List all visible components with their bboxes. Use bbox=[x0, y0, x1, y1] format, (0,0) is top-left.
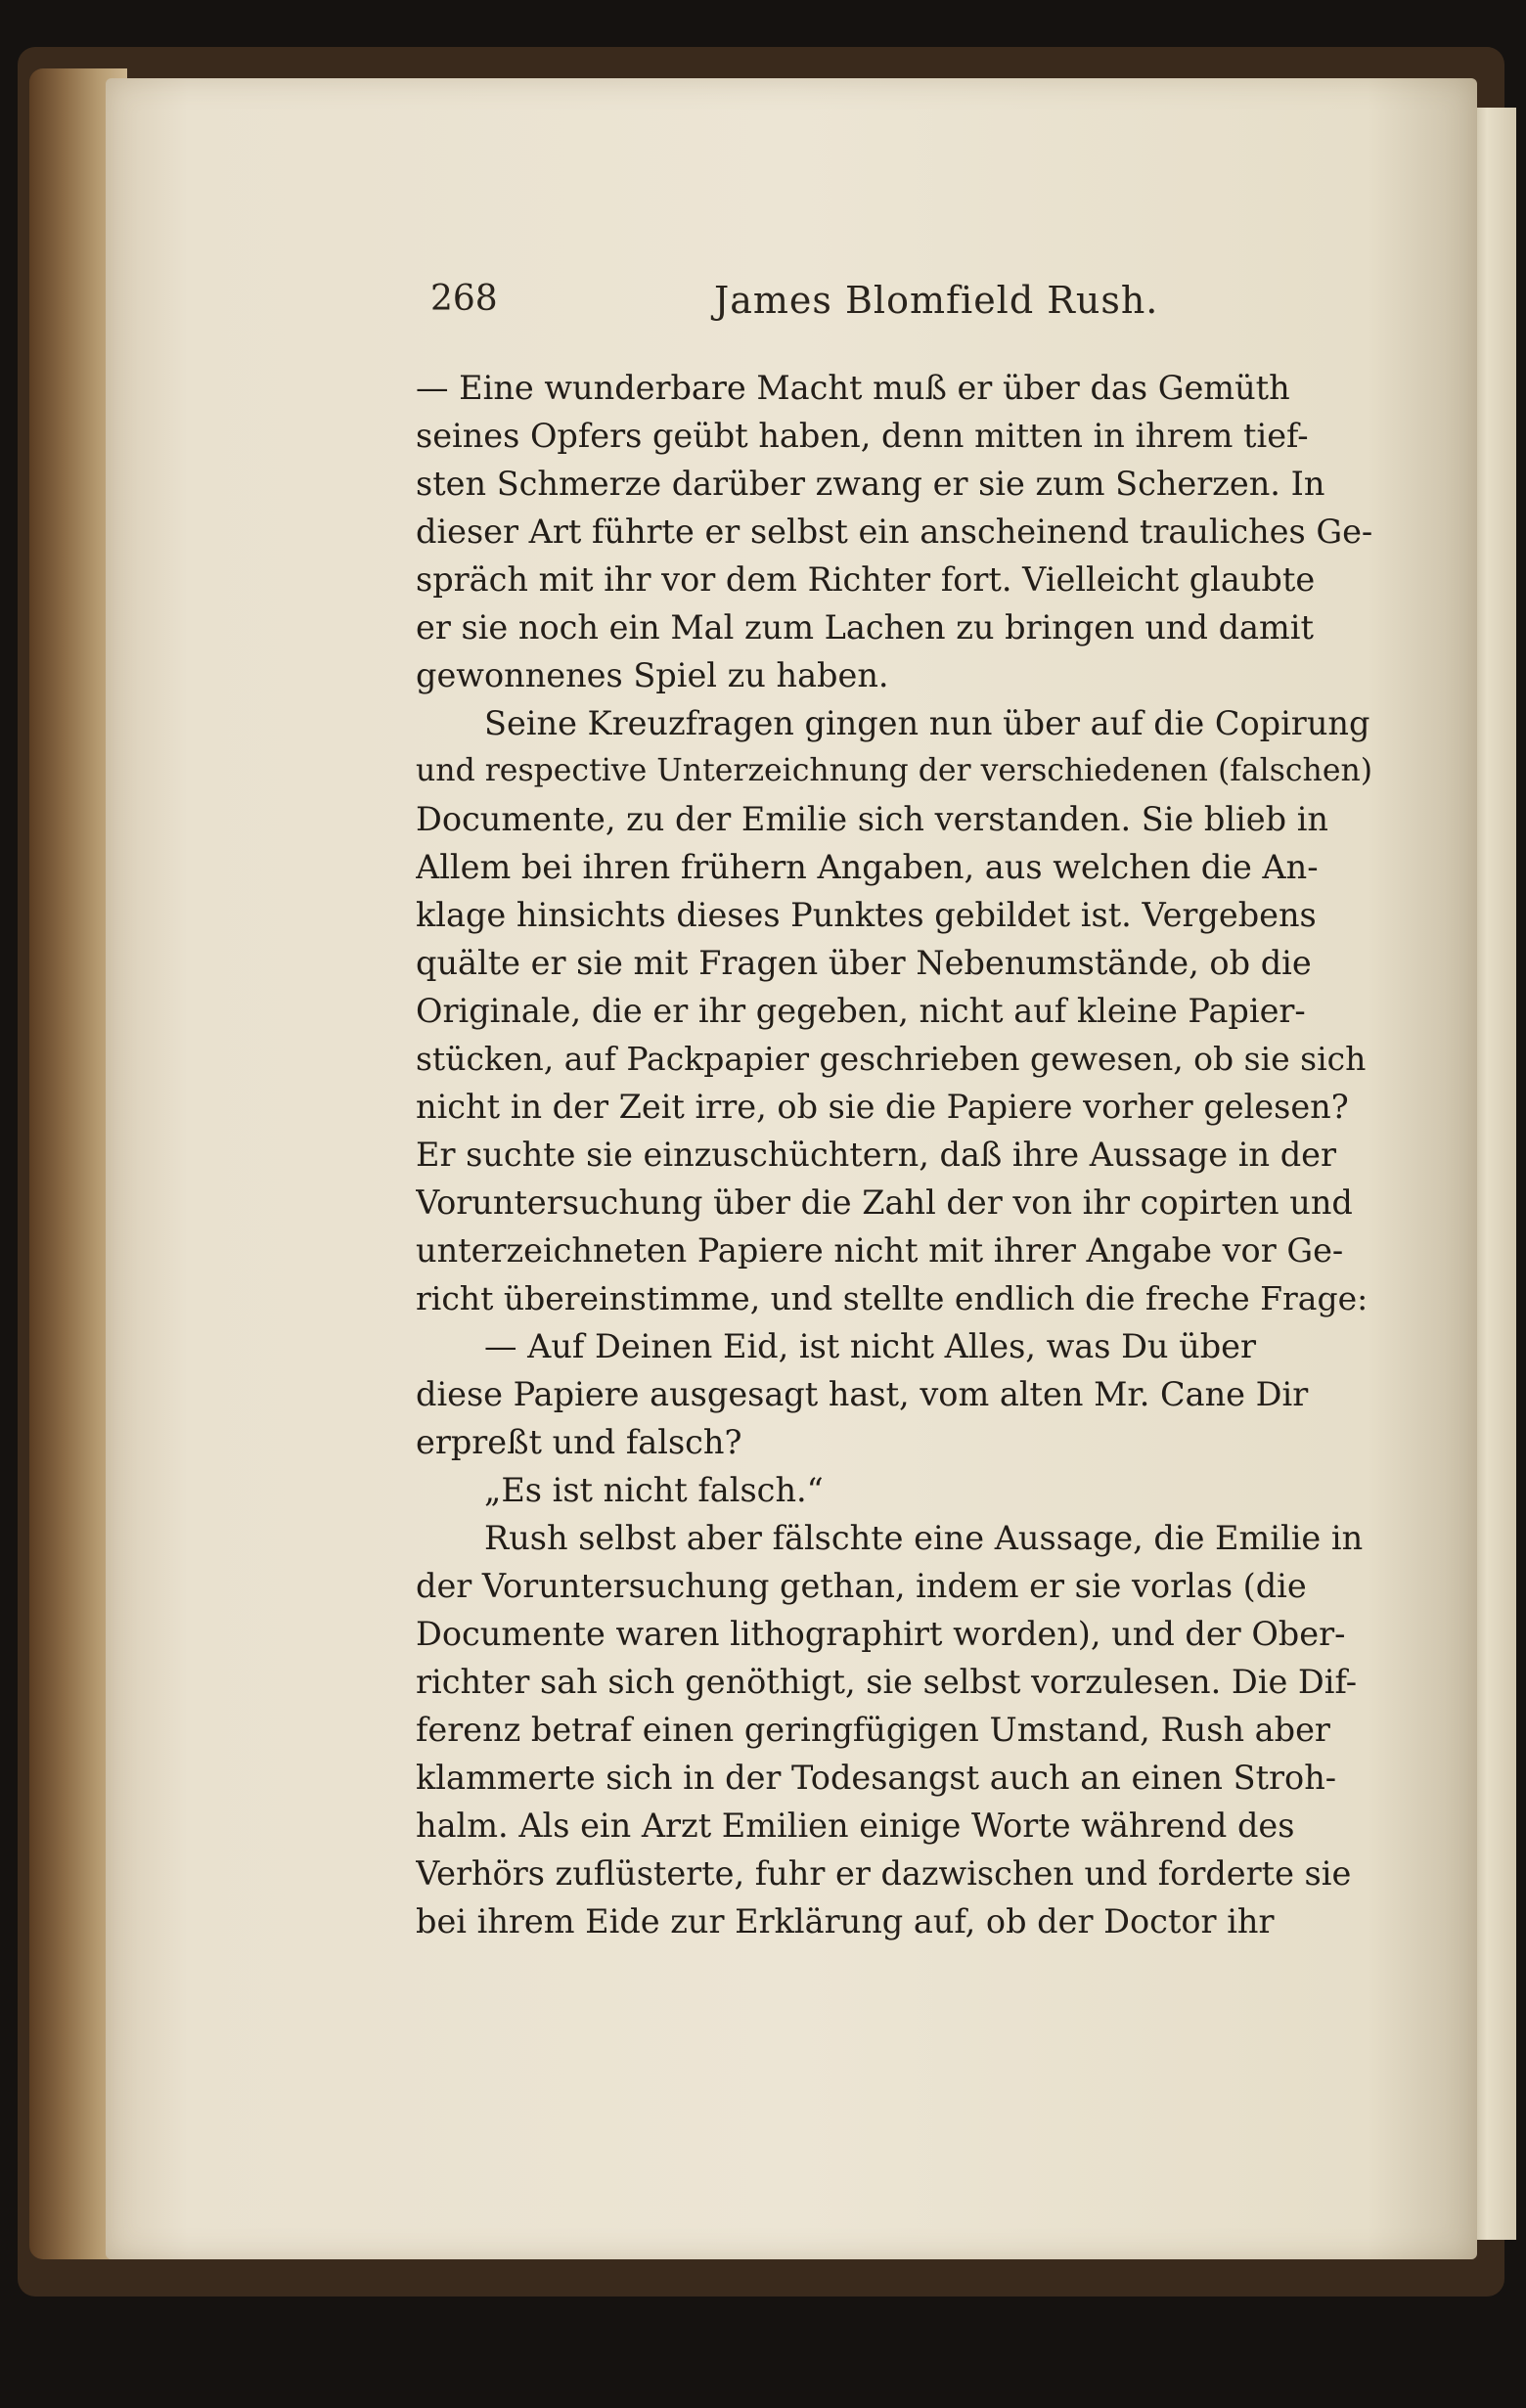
text-line: bei ihrem Eide zur Erklärung auf, ob der Doctor ihr bbox=[416, 1902, 1275, 1940]
text-line: richt übereinstimme, und stellte endlich die freche Frage: bbox=[416, 1279, 1369, 1317]
text-line: der Voruntersuchung gethan, indem er sie vorlas (die bbox=[416, 1567, 1307, 1605]
text-line: halm. Als ein Arzt Emilien einige Worte während des bbox=[416, 1806, 1295, 1845]
text-line: Documente, zu der Emilie sich verstanden. Sie blieb in bbox=[416, 800, 1328, 838]
text-line: Rush selbst aber fälschte eine Aussage, die Emilie in bbox=[484, 1519, 1364, 1557]
text-line: klage hinsichts dieses Punktes gebildet ist. Vergebens bbox=[416, 896, 1317, 934]
running-title: James Blomfield Rush. bbox=[714, 279, 1159, 322]
text-line: klammerte sich in der Todesangst auch an einen Stroh- bbox=[416, 1759, 1337, 1797]
text-line: Documente waren lithographirt worden), und der Ober- bbox=[416, 1615, 1346, 1653]
page-number: 268 bbox=[430, 279, 498, 319]
text-line: — Auf Deinen Eid, ist nicht Alles, was Du über bbox=[484, 1327, 1257, 1365]
text-line: unterzeichneten Papiere nicht mit ihrer Angabe vor Ge- bbox=[416, 1231, 1344, 1270]
text-line: Er suchte sie einzuschüchtern, daß ihre Aussage in der bbox=[416, 1136, 1336, 1174]
text-line: — Eine wunderbare Macht muß er über das Gemüth bbox=[416, 369, 1290, 407]
page-header bbox=[430, 279, 1369, 337]
text-line: richter sah sich genöthigt, sie selbst vorzulesen. Die Dif- bbox=[416, 1663, 1358, 1701]
text-line: seines Opfers geübt haben, denn mitten in ihrem tief- bbox=[416, 417, 1309, 455]
body-text bbox=[416, 364, 1374, 1945]
text-line: Seine Kreuzfragen gingen nun über auf die Copirung bbox=[484, 704, 1370, 742]
text-line: er sie noch ein Mal zum Lachen zu bringen und damit bbox=[416, 608, 1314, 647]
text-line: diese Papiere ausgesagt hast, vom alten Mr. Cane Dir bbox=[416, 1375, 1309, 1413]
text-line: ferenz betraf einen geringfügigen Umstand, Rush aber bbox=[416, 1711, 1330, 1749]
text-line: Originale, die er ihr gegeben, nicht auf kleine Papier- bbox=[416, 992, 1306, 1030]
text-line: „Es ist nicht falsch.“ bbox=[484, 1471, 824, 1509]
text-line: sten Schmerze darüber zwang er sie zum Scherzen. In bbox=[416, 465, 1325, 503]
text-line: und respective Unterzeichnung der verschiedenen (falschen) bbox=[416, 753, 1373, 788]
text-line: spräch mit ihr vor dem Richter fort. Vielleicht glaubte bbox=[416, 560, 1316, 599]
text-line: Allem bei ihren frühern Angaben, aus welchen die An- bbox=[416, 848, 1319, 886]
text-line: Voruntersuchung über die Zahl der von ihr copirten und bbox=[416, 1183, 1353, 1222]
text-line: dieser Art führte er selbst ein anscheinend trauliches Ge- bbox=[416, 513, 1373, 551]
text-line: gewonnenes Spiel zu haben. bbox=[416, 656, 889, 694]
text-line: stücken, auf Packpapier geschrieben gewesen, ob sie sich bbox=[416, 1040, 1367, 1078]
text-line: quälte er sie mit Fragen über Nebenumstände, ob die bbox=[416, 944, 1312, 982]
text-line: erpreßt und falsch? bbox=[416, 1423, 742, 1461]
text-line: Verhörs zuflüsterte, fuhr er dazwischen und forderte sie bbox=[416, 1854, 1352, 1893]
text-line: nicht in der Zeit irre, ob sie die Papiere vorher gelesen? bbox=[416, 1088, 1349, 1126]
